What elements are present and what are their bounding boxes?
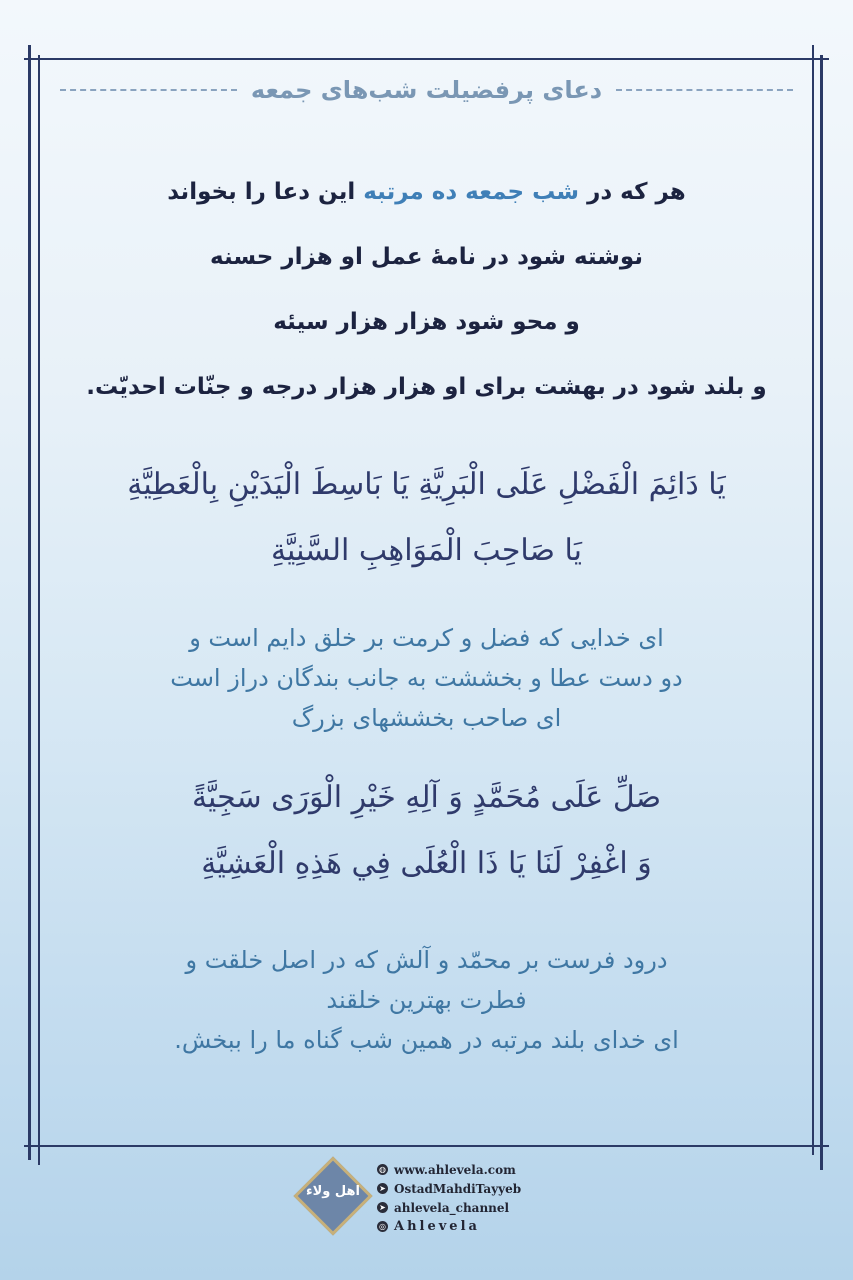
intro-block <box>40 160 813 420</box>
intro-line-1-pre: هر که در <box>587 179 686 205</box>
instagram-text: Ahlevela <box>394 1219 480 1234</box>
arabic-prayer-2-line-2: وَ اغْفِرْ لَنَا يَا ذَا الْعُلَى فِي هَذِهِ الْعَشِيَّةِ <box>201 846 652 881</box>
website-text: www.ahlevela.com <box>394 1162 516 1177</box>
frame-top <box>24 58 829 60</box>
arabic-prayer-1-line-2: يَا صَاحِبَ الْمَوَاهِبِ السَّنِيَّةِ <box>270 533 583 568</box>
arabic-prayer-1 <box>40 452 813 584</box>
arabic-prayer-2-line-1: صَلِّ عَلَى مُحَمَّدٍ وَ آلِهِ خَيْرِ الْوَرَى سَجِيَّةً <box>191 780 662 815</box>
footer <box>305 1158 545 1238</box>
title-bar <box>60 70 793 110</box>
intro-line-2: نوشته شود در نامهٔ عمل او هزار حسنه <box>210 244 643 270</box>
telegram-link-personal[interactable] <box>377 1179 521 1198</box>
telegram-personal-text: OstadMahdiTayyeb <box>394 1181 522 1196</box>
instagram-link[interactable] <box>377 1217 521 1236</box>
arabic-prayer-2 <box>40 765 813 897</box>
globe-icon: ◍ <box>377 1164 388 1175</box>
title-rule-left <box>60 89 237 91</box>
arabic-prayer-1-line-1: يَا دَائِمَ الْفَضْلِ عَلَى الْبَرِيَّةِ يَا بَاسِطَ الْيَدَيْنِ بِالْعَطِيَّةِ <box>127 467 726 502</box>
persian-translation-1-line-2: دو دست عطا و بخششت به جانب بندگان دراز است <box>170 664 683 692</box>
page-title: دعای پرفضیلت شب‌های جمعه <box>250 76 603 104</box>
persian-translation-1-line-1: ای خدایی که فضل و کرمت بر خلق دایم است و <box>189 624 664 652</box>
intro-line-3: و محو شود هزار هزار سیئه <box>273 309 580 335</box>
persian-translation-1 <box>40 618 813 738</box>
persian-translation-2 <box>40 940 813 1060</box>
persian-translation-2-line-1: درود فرست بر محمّد و آلش که در اصل خلقت و <box>185 946 668 974</box>
telegram-link-channel[interactable] <box>377 1198 521 1217</box>
intro-line-1-post: این دعا را بخواند <box>167 179 356 205</box>
intro-line-1-highlight: شب جمعه ده مرتبه <box>363 179 580 205</box>
persian-translation-1-line-3: ای صاحب بخششهای بزرگ <box>291 704 562 732</box>
website-link[interactable] <box>377 1160 521 1179</box>
intro-line-4: و بلند شود در بهشت برای او هزار هزار درجه و جنّات احدیّت. <box>86 374 767 400</box>
telegram-icon: ➤ <box>377 1183 388 1194</box>
persian-translation-2-line-3: ای خدای بلند مرتبه در همین شب گناه ما را ببخش. <box>174 1026 679 1054</box>
title-rule-right <box>616 89 793 91</box>
telegram-icon: ➤ <box>377 1202 388 1213</box>
persian-translation-2-line-2: فطرت بهترین خلقند <box>326 986 527 1014</box>
telegram-channel-text: ahlevela_channel <box>394 1200 510 1215</box>
frame-bottom <box>24 1145 829 1147</box>
intro-line-1 <box>40 160 813 225</box>
frame-right-outer <box>820 55 823 1170</box>
logo-text: اهل ولاء <box>305 1184 360 1199</box>
frame-left-outer <box>28 45 31 1160</box>
instagram-icon: ◎ <box>377 1221 388 1232</box>
contact-links <box>377 1160 521 1236</box>
